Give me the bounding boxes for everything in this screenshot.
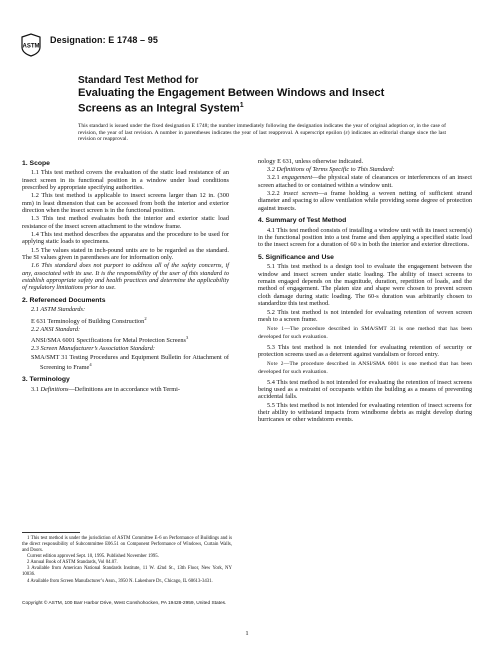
astm-logo: [20, 33, 42, 57]
significance-5-5: 5.5 This test method is not intended for evaluating retention of insect screens for their ability to withstand impacts from windborne debris as might develop during hurricanes or other windstorm events.: [258, 401, 472, 424]
terminology-heading: 3. Terminology: [22, 376, 70, 384]
scope-heading: 1. Scope: [22, 160, 50, 167]
significance-5-1: 5.1 This test method is a design tool to evaluate the engagement between the window and insect screen under static loading. The ability of insect screens to remain engaged depends on the magnitude, duration, repetition of loads, and the method of engagement. The platen size and shape were chosen to prevent screen cloth damage during static loading. The 60-s duration was arbitrarily chosen to standardize this test method.: [258, 263, 472, 308]
note-2: Note 2—The procedure described in ANSI/SMA 6001 is one method that has been developed for such evaluation.: [258, 361, 472, 375]
significance-heading: 5. Significance and Use: [258, 253, 334, 261]
ref-sma: SMA/SMT 31 Testing Procedures and Equipment Bulletin for Attachment of Screening to Frame$^4$: [31, 353, 229, 371]
scope-1-5: 1.5 The values stated in inch-pound units are to be regarded as the standard. The SI values given in parentheses are for information only.: [22, 246, 229, 262]
term-3-2-1: 3.2.1 engagement—the physical state of clearances or interferences of an insect screen attached to or contained within a window unit.: [258, 174, 473, 189]
standard-note: This standard is issued under the fixed designation E 1748; the number immediately following the designation indicates the year of original adoption or, in the case of revision, the year of last revision. A number in parentheses indicates the year of last reapproval. A superscript epsilon (ε) indicates an editorial change since the last revision or reapproval.: [78, 123, 446, 143]
footnote-1: 1 This test method is under the jurisdiction of ASTM Committee E-6 on Performance of Buildings and is the direct responsibility of Subcommittee E06.51 on Component Performance of Windows, Curtain Walls, and Doors.: [22, 536, 232, 553]
title-footnote-mark: 1: [239, 101, 244, 109]
summary-heading: 4. Summary of Test Method: [258, 217, 347, 225]
ref-e631: E 631 Terminology of Building Construction$^2$: [31, 315, 147, 325]
left-column: [22, 160, 229, 394]
ref-2-2: 2.2 ANSI Standard:: [31, 325, 81, 333]
designation: Designation: E 1748 – 95: [50, 35, 158, 45]
ref-ansi: ANSI/SMA 6001 Specifications for Metal Protection Screens$^3$: [31, 335, 189, 345]
scope-1-2: 1.2 This test method is applicable to insect screens larger than 12 in. (300 mm) in least dimension that can be accessed from both the interior and exterior direction when the insect screen is in the functional position.: [22, 192, 229, 215]
ref-2-1: 2.1 ASTM Standards:: [31, 306, 86, 314]
page-number: 1: [245, 630, 249, 637]
footnotes: [22, 536, 232, 585]
logo-text: ASTM: [22, 43, 40, 50]
term-continuation: nology E 631, unless otherwise indicated.: [258, 158, 364, 165]
term-3-2: 3.2 Definitions of Terms Specific to This Standard:: [267, 166, 395, 174]
right-column: [258, 158, 472, 425]
scope-1-1: 1.1 This test method covers the evaluation of the static load resistance of an insect screen in its functional position in a window under load conditions prescribed by appropriate specifying authorities.: [22, 169, 229, 192]
footnote-4: 4 Available from Screen Manufacturer’s Assn., 3950 N. Lakeshore Dr., Chicago, IL 60613-3431.: [27, 578, 213, 584]
referenced-documents-heading: 2. Referenced Documents: [22, 296, 106, 304]
scope-1-6: 1.6 This standard does not purport to address all of the safety concerns, if any, associated with its use. It is the responsibility of the user of this standard to establish appropriate safety and health practices and determine the applicability of regulatory limitations prior to use.: [22, 262, 229, 292]
scope-1-3: 1.3 This test method evaluates both the interior and exterior static load resistance of the insect screen attachment to the window frame.: [22, 215, 229, 230]
copyright: Copyright © ASTM, 100 Barr Harbor Drive, West Conshohocken, PA 19428-2959, United States.: [22, 601, 227, 606]
footnote-3: 3 Available from American National Standards Institute, 11 W. 42nd St., 13th Floor, New York, NY 10036.: [22, 566, 232, 578]
scope-1-4: 1.4 This test method describes the apparatus and the procedure to be used for applying static loads to specimens.: [22, 231, 229, 246]
footnote-1-b: Current edition approved Sept. 10, 1995. Published November 1995.: [27, 554, 159, 560]
title-prefix: Standard Test Method for: [78, 75, 199, 86]
footnote-2: 2 Annual Book of ASTM Standards, Vol 04.07.: [27, 560, 118, 566]
significance-5-4: 5.4 This test method is not intended for evaluating the retention of insect screens being used as a restraint of occupants within the building as a means of preventing accidental falls.: [258, 378, 472, 401]
term-3-2-2: 3.2.2 insect screen—a frame holding a woven netting of sufficient strand diameter and spacing to allow ventilation while providing some degree of protection against insects.: [258, 190, 473, 212]
ref-2-3: 2.3 Screen Manufacturer’s Association Standard:: [31, 345, 156, 353]
significance-5-2: 5.2 This test method is not intended for evaluating retention of woven screen mesh to a screen frame.: [258, 308, 472, 323]
note-1: Note 1—The procedure described in SMA/SMT 31 is one method that has been developed for such evaluation.: [258, 326, 472, 340]
summary-4-1: 4.1 This test method consists of installing a window unit with its insect screen(s) in the functional position into a test frame and then applying a specified static load to the insect screen for a duration of 60 s in both the interior and exterior directions.: [258, 226, 472, 249]
significance-5-3: 5.3 This test method is not intended for evaluating retention of security or protection screens used as a deterrent against vandalism or forced entry.: [258, 343, 472, 358]
footnote-rule: [22, 532, 80, 533]
title-block: [78, 75, 458, 115]
title-line-1: Evaluating the Engagement Between Windows and Insect: [78, 87, 385, 99]
title-line-2: Screens as an Integral System$^1$: [78, 101, 244, 115]
term-3-1: 3.1 Definitions—Definitions are in accordance with Termi-: [31, 385, 180, 393]
